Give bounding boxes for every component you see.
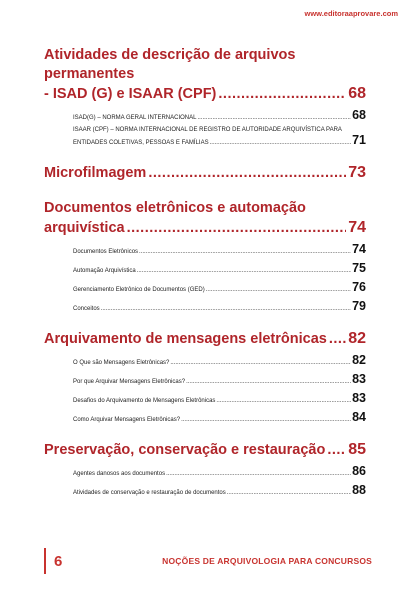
entry-text: Por que Arquivar Mensagens Eletrônicas? (73, 379, 186, 385)
toc-section (44, 440, 366, 497)
entry-text: Agentes danosos aos documentos (73, 471, 166, 477)
section-title-text: Preservação, conservação e restauração (44, 442, 326, 458)
dot-leader (139, 249, 351, 255)
section-page-number: 82 (348, 330, 366, 347)
section-title-text: Microfilmagem (44, 165, 147, 181)
toc-section (44, 46, 366, 147)
entry-page-number: 86 (352, 464, 366, 478)
entry-page-number: 84 (352, 410, 366, 424)
toc-entry[interactable] (73, 372, 366, 386)
dot-leader (148, 164, 346, 183)
section-title-text: Atividades de descrição de arquivos permanentes (44, 47, 296, 82)
section-title[interactable] (44, 46, 366, 104)
section-entries (44, 242, 366, 313)
entry-text: Documentos Eletrônicos (73, 249, 139, 255)
entry-page-number: 83 (352, 372, 366, 386)
entry-text: Desafios do Arquivamento de Mensagens Eletrônicas (73, 398, 216, 404)
dot-leader (101, 306, 351, 312)
page-number: 6 (54, 552, 63, 570)
toc-entry[interactable] (73, 261, 366, 275)
dot-leader (197, 115, 351, 121)
entry-text: Gerenciamento Eletrônico de Documentos (GED) (73, 287, 205, 293)
toc-entry[interactable] (73, 464, 366, 478)
toc-entry[interactable] (73, 483, 366, 497)
entry-page-number: 79 (352, 299, 366, 313)
section-page-number: 74 (348, 219, 366, 236)
toc-entry[interactable] (73, 280, 366, 294)
section-title[interactable] (44, 329, 366, 349)
page-footer (44, 548, 372, 574)
section-title-text: arquivística (44, 220, 125, 236)
entry-text: Como Arquivar Mensagens Eletrônicas? (73, 417, 181, 423)
section-title-text: Arquivamento de mensagens eletrônicas (44, 331, 327, 347)
section-page-number: 73 (348, 164, 366, 181)
entry-text: Automação Arquivística (73, 268, 136, 274)
dot-leader (181, 417, 351, 423)
entry-page-number: 74 (352, 242, 366, 256)
entry-text-continued: ENTIDADES COLETIVAS, PESSOAS E FAMÍLIAS (73, 140, 209, 146)
website-url: www.editoraaprovare.com (304, 9, 398, 18)
section-entries (44, 108, 366, 147)
entry-text: ISAD(G) – NORMA GERAL INTERNACIONAL (73, 115, 197, 121)
dot-leader (216, 398, 351, 404)
entry-text: Atividades de conservação e restauração de documentos (73, 490, 226, 496)
toc-entry[interactable] (73, 410, 366, 424)
dot-leader (327, 441, 346, 460)
dot-leader (166, 471, 351, 477)
toc-entry[interactable] (73, 353, 366, 367)
dot-leader (206, 287, 351, 293)
dot-leader (127, 219, 347, 238)
toc-section (44, 199, 366, 313)
footer-accent-bar (44, 548, 46, 574)
entry-page-number: 88 (352, 483, 366, 497)
entry-page-number: 68 (352, 108, 366, 122)
entry-page-number: 75 (352, 261, 366, 275)
section-title[interactable] (44, 440, 366, 460)
dot-leader (329, 330, 346, 349)
dot-leader (210, 140, 351, 146)
entry-page-number: 83 (352, 391, 366, 405)
dot-leader (170, 360, 351, 366)
entry-page-number: 76 (352, 280, 366, 294)
entry-text: ISAAR (CPF) – NORMA INTERNACIONAL DE REGISTRO DE AUTORIDADE ARQUIVÍSTICA PARA (73, 127, 342, 133)
section-title[interactable] (44, 163, 366, 183)
toc-section (44, 163, 366, 183)
entry-page-number: 71 (352, 133, 366, 147)
dot-leader (227, 490, 351, 496)
section-entries (44, 353, 366, 424)
toc-entry[interactable] (73, 108, 366, 122)
entry-text: O Que são Mensagens Eletrônicas? (73, 360, 170, 366)
toc-entry[interactable] (73, 242, 366, 256)
section-entries (44, 464, 366, 497)
entry-page-number: 82 (352, 353, 366, 367)
section-page-number: 85 (348, 441, 366, 458)
book-title: NOÇÕES DE ARQUIVOLOGIA PARA CONCURSOS (162, 556, 372, 566)
section-title[interactable] (44, 199, 366, 238)
toc-entry[interactable] (73, 299, 366, 313)
dot-leader (137, 268, 351, 274)
entry-text: Conceitos (73, 306, 100, 312)
section-title-text: - ISAD (G) e ISAAR (CPF) (44, 86, 217, 102)
toc-entry[interactable] (73, 391, 366, 405)
dot-leader (218, 85, 346, 104)
section-page-number: 68 (348, 85, 366, 102)
toc-section (44, 329, 366, 424)
dot-leader (186, 379, 351, 385)
toc-entry[interactable] (73, 127, 366, 147)
table-of-contents (44, 46, 366, 513)
section-title-text: Documentos eletrônicos e automação (44, 200, 306, 216)
